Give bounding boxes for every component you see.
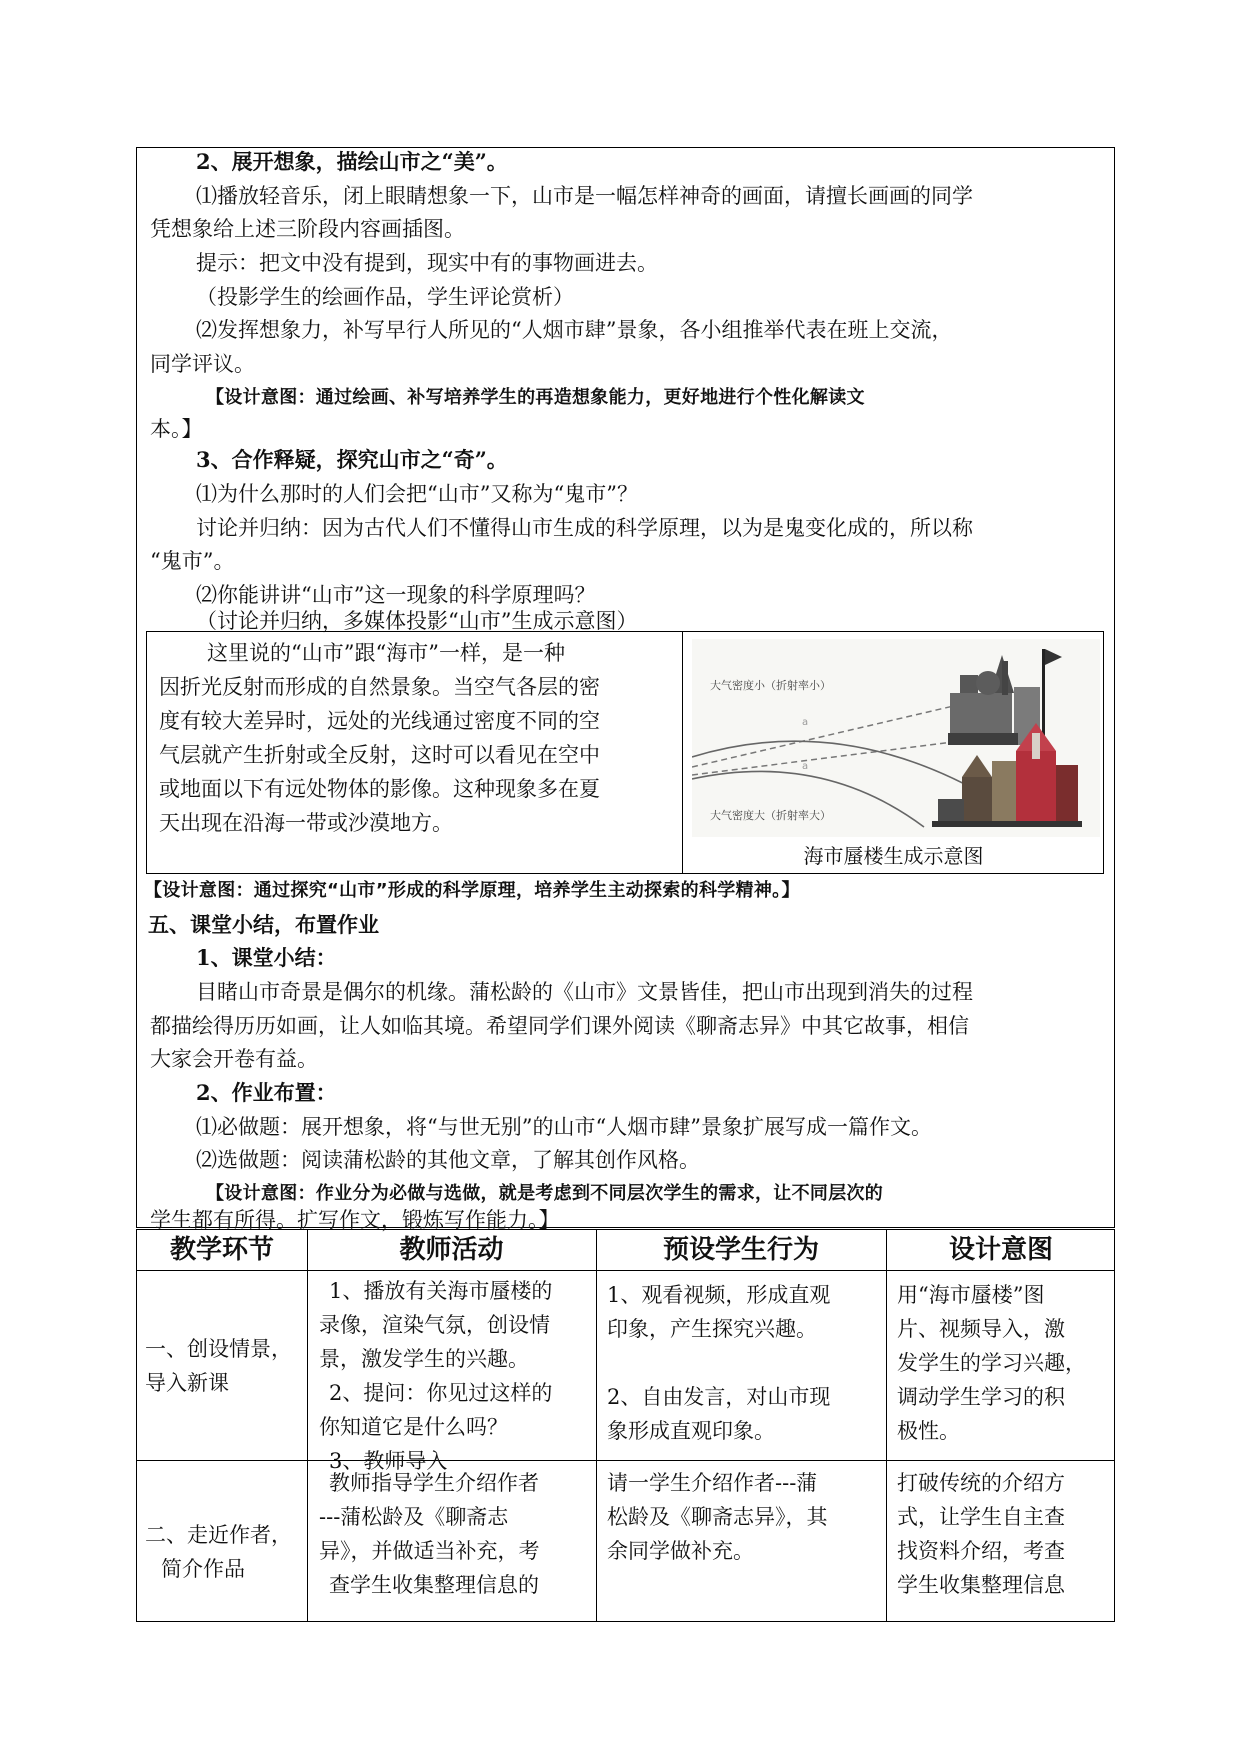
- cell-line: ---蒲松龄及《聊斋志: [319, 1505, 509, 1529]
- cell-line: 片、视频导入，激: [897, 1317, 1065, 1341]
- section3-a1-line2: “鬼市”。: [150, 549, 235, 573]
- cell-line: 请一学生介绍作者---蒲: [607, 1471, 818, 1495]
- summary-line3: 大家会开卷有益。: [150, 1047, 318, 1071]
- explain-intent: 【设计意图：通过探究“山市”形成的科学原理，培养学生主动探索的科学精神。】: [144, 880, 800, 901]
- table-row-2-teacher: [319, 1466, 540, 1602]
- cell-line: 一、创设情景，: [145, 1337, 292, 1361]
- cell-line: 发学生的学习兴趣，: [897, 1351, 1086, 1375]
- section2-p1-line2: 凭想象给上述三阶段内容画插图。: [150, 217, 465, 241]
- mirage-diagram-svg: [692, 639, 1100, 837]
- explanation-box: [146, 631, 1104, 874]
- cell-line: 用“海市蜃楼”图: [897, 1283, 1045, 1307]
- cell-line: 景，激发学生的兴趣。: [319, 1347, 529, 1371]
- section5-sub1: 1、课堂小结：: [196, 945, 337, 970]
- cell-line: 1、观看视频，形成直观: [607, 1283, 831, 1307]
- cell-line: 象形成直观印象。: [607, 1419, 775, 1443]
- section2-p2-line1: ⑵发挥想象力，补写早行人所见的“人烟市肆”景象，各小组推举代表在班上交流，: [196, 318, 953, 342]
- section2-p1-line1: ⑴播放轻音乐，闭上眼睛想象一下，山市是一幅怎样神奇的画面，请擅长画画的同学: [196, 184, 973, 208]
- homework-required: ⑴必做题：展开想象，将“与世无别”的山市“人烟市肆”景象扩展写成一篇作文。: [196, 1115, 932, 1139]
- diagram-label-top: 大气密度小（折射率小）: [710, 679, 831, 692]
- section2-p2-line2: 同学评议。: [150, 352, 255, 376]
- cell-line: 2、自由发言，对山市现: [607, 1385, 831, 1409]
- explanation-divider: [682, 632, 683, 873]
- cell-line: 1、播放有关海市蜃楼的: [329, 1279, 553, 1303]
- table-header-intent: 设计意图: [948, 1235, 1053, 1265]
- table-row-divider: [137, 1460, 1114, 1461]
- section3-note: （讨论并归纳，多媒体投影“山市”生成示意图）: [196, 609, 638, 633]
- explanation-line: 因折光反射而形成的自然景象。当空气各层的密: [159, 675, 600, 699]
- section3-q1: ⑴为什么那时的人们会把“山市”又称为“鬼市”？: [196, 482, 638, 506]
- ray-curved-upper: [692, 741, 992, 799]
- cell-line: 简介作品: [161, 1557, 245, 1581]
- summary-line1: 目睹山市奇景是偶尔的机缘。蒲松龄的《山市》文景皆佳，把山市出现到消失的过程: [196, 980, 973, 1004]
- table-row-1-student: [607, 1278, 830, 1448]
- cell-line: 你知道它是什么吗？: [319, 1415, 508, 1439]
- summary-line2: 都描绘得历历如画，让人如临其境。希望同学们课外阅读《聊斋志异》中其它故事，相信: [150, 1014, 969, 1038]
- mirage-diagram: [692, 639, 1100, 837]
- section2-note: （投影学生的绘画作品，学生评论赏析）: [196, 285, 574, 309]
- explanation-line: 或地面以下有远处物体的影像。这种现象多在夏: [159, 777, 600, 801]
- ray-dashed-mid: [692, 737, 992, 775]
- section3-q2: ⑵你能讲讲“山市”这一现象的科学原理吗？: [196, 583, 596, 607]
- section2-intent-line1: 【设计意图：通过绘画、补写培养学生的再造想象能力，更好地进行个性化解读文: [206, 387, 865, 408]
- explanation-line: 天出现在沿海一带或沙漠地方。: [159, 811, 453, 835]
- table-row-divider: [137, 1270, 1114, 1271]
- section2-heading: 2、展开想象，描绘山市之“美”。: [196, 149, 508, 174]
- svg-text:a: a: [802, 761, 809, 772]
- table-col-divider: [596, 1230, 597, 1621]
- diagram-caption: 海市蜃楼生成示意图: [803, 844, 984, 868]
- cell-line: 打破传统的介绍方: [897, 1471, 1065, 1495]
- table-row-1-teacher: [319, 1274, 552, 1478]
- cell-line: 导入新课: [145, 1371, 229, 1395]
- mirage-image-icon: [948, 649, 1062, 749]
- explanation-line: 这里说的“山市”跟“海市”一样，是一种: [207, 641, 565, 665]
- table-row-1-stage: [145, 1332, 292, 1400]
- cell-line: 找资料介绍，考查: [897, 1539, 1065, 1563]
- section5-intent-line2: 学生都有所得。扩写作文，锻炼写作能力。】: [150, 1208, 560, 1232]
- cell-line: 录像，渲染气氛，创设情: [319, 1313, 550, 1337]
- homework-optional: ⑵选做题：阅读蒲松龄的其他文章，了解其创作风格。: [196, 1148, 700, 1172]
- section2-hint: 提示：把文中没有提到，现实中有的事物画进去。: [196, 251, 658, 275]
- table-header-stage: 教学环节: [169, 1235, 274, 1265]
- section3-heading: 3、合作释疑，探究山市之“奇”。: [196, 447, 508, 472]
- cell-line: 印象，产生探究兴趣。: [607, 1317, 817, 1341]
- section5-intent-line1: 【设计意图：作业分为必做与选做，就是考虑到不同层次学生的需求，让不同层次的: [206, 1183, 884, 1204]
- cell-line: 调动学生学习的积: [897, 1385, 1065, 1409]
- cell-line: 查学生收集整理信息的: [329, 1573, 539, 1597]
- table-header-teacher: 教师活动: [399, 1235, 504, 1265]
- lesson-table: [136, 1229, 1115, 1622]
- cell-line: 松龄及《聊斋志异》，其: [607, 1505, 828, 1529]
- cell-line: 2、提问：你见过这样的: [329, 1381, 553, 1405]
- section5-sub2: 2、作业布置：: [196, 1080, 337, 1105]
- explanation-line: 气层就产生折射或全反射，这时可以看见在空中: [159, 743, 600, 767]
- table-row-1-intent: [897, 1278, 1086, 1448]
- section2-intent-line2: 本。】: [150, 417, 203, 441]
- cell-line: 教师指导学生介绍作者: [329, 1471, 539, 1495]
- cell-line: 二、走近作者，: [145, 1523, 292, 1547]
- table-row-2-intent: [897, 1466, 1065, 1602]
- table-col-divider: [886, 1230, 887, 1621]
- cell-line: 异》，并做适当补充，考: [319, 1539, 540, 1563]
- table-row-2-student: [607, 1466, 828, 1568]
- section5-heading: 五、课堂小结，布置作业: [148, 912, 379, 937]
- section3-a1-line1: 讨论并归纳：因为古代人们不懂得山市生成的科学原理，以为是鬼变化成的，所以称: [196, 516, 973, 540]
- cell-line: 3、教师导入: [329, 1449, 448, 1473]
- diagram-label-bottom: 大气密度大（折射率大）: [710, 809, 831, 822]
- table-col-divider: [307, 1230, 308, 1621]
- cell-line: [607, 1346, 830, 1380]
- svg-text:a: a: [802, 717, 809, 728]
- table-row-2-stage: [145, 1518, 292, 1586]
- cell-line: 余同学做补充。: [607, 1539, 754, 1563]
- cell-line: 学生收集整理信息: [897, 1573, 1065, 1597]
- explanation-line: 度有较大差异时，远处的光线通过密度不同的空: [159, 709, 600, 733]
- cell-line: 式，让学生自主查: [897, 1505, 1065, 1529]
- table-header-student: 预设学生行为: [662, 1235, 819, 1265]
- cell-line: 极性。: [897, 1419, 960, 1443]
